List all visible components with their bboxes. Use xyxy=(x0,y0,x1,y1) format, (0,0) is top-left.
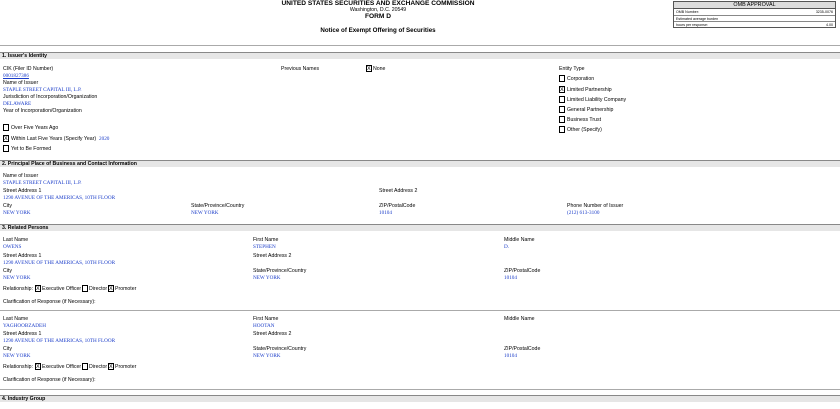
previous-names-none-checkbox[interactable]: X xyxy=(367,66,371,72)
entity-type-label: Entity Type xyxy=(559,66,585,72)
contact-city-label: City xyxy=(3,203,12,209)
promoter-checkbox[interactable]: X xyxy=(109,364,113,370)
divider xyxy=(0,310,840,311)
entity-limited-partnership-label: Limited Partnership xyxy=(567,87,612,93)
over-five-years-checkbox[interactable] xyxy=(3,124,9,131)
section-issuer-identity: 1. Issuer's Identity xyxy=(0,52,840,59)
person-state-label: State/Province/Country xyxy=(253,346,307,352)
person-middle-name-label: Middle Name xyxy=(504,316,535,322)
omb-title: OMB APPROVAL xyxy=(674,2,835,9)
contact-phone-value: (212) 613-3100 xyxy=(567,210,600,216)
person-state-label: State/Province/Country xyxy=(253,268,307,274)
executive-officer-label: Executive Officer xyxy=(42,364,82,370)
jurisdiction-value: DELAWARE xyxy=(3,101,32,107)
entity-other-checkbox[interactable] xyxy=(559,126,565,133)
clarification-label: Clarification of Response (if Necessary): xyxy=(3,377,96,383)
person-street1: 1290 AVENUE OF THE AMERICAS, 10TH FLOOR xyxy=(3,260,116,266)
person-first-name: HOOTAN xyxy=(253,323,275,329)
contact-street1-label: Street Address 1 xyxy=(3,188,42,194)
director-label: Director xyxy=(89,286,108,292)
director-label: Director xyxy=(89,364,108,370)
executive-officer-checkbox[interactable]: X xyxy=(36,364,40,370)
issuer-name-label: Name of Issuer xyxy=(3,80,39,86)
contact-state-value: NEW YORK xyxy=(191,210,219,216)
cik-link[interactable]: 0001827386 xyxy=(3,73,29,79)
person-zip: 10104 xyxy=(504,275,517,281)
executive-officer-label: Executive Officer xyxy=(42,286,82,292)
contact-phone-label: Phone Number of Issuer xyxy=(567,203,624,209)
person-zip-label: ZIP/PostalCode xyxy=(504,346,541,352)
contact-name-value: STAPLE STREET CAPITAL III, L.P. xyxy=(3,180,82,186)
person-city-label: City xyxy=(3,268,12,274)
notice-title: Notice of Exempt Offering of Securities xyxy=(320,27,436,34)
omb-row: Estimated average burden xyxy=(674,16,835,23)
incorporation-year: 2020 xyxy=(99,136,110,142)
clarification-label: Clarification of Response (if Necessary): xyxy=(3,299,96,305)
contact-street1-value: 1290 AVENUE OF THE AMERICAS, 10TH FLOOR xyxy=(3,195,116,201)
entity-business-trust-label: Business Trust xyxy=(567,117,602,123)
person-street2-label: Street Address 2 xyxy=(253,253,292,259)
person-middle-name: D. xyxy=(504,244,510,250)
person-city-label: City xyxy=(3,346,12,352)
entity-corporation-checkbox[interactable] xyxy=(559,75,565,82)
entity-corporation-label: Corporation xyxy=(567,76,595,82)
person-street1-label: Street Address 1 xyxy=(3,253,42,259)
cik-label: CIK (Filer ID Number) xyxy=(3,66,54,72)
person-street2-label: Street Address 2 xyxy=(253,331,292,337)
within-five-years-checkbox[interactable]: X xyxy=(4,136,8,142)
jurisdiction-label: Jurisdiction of Incorporation/Organization xyxy=(3,94,98,100)
person-street1-label: Street Address 1 xyxy=(3,331,42,337)
person-street1: 1290 AVENUE OF THE AMERICAS, 10TH FLOOR xyxy=(3,338,116,344)
entity-business-trust-checkbox[interactable] xyxy=(559,116,565,123)
person-last-name-label: Last Name xyxy=(3,237,29,243)
divider xyxy=(0,45,840,46)
omb-row: hours per response: 4.00 xyxy=(676,23,833,27)
person-zip-label: ZIP/PostalCode xyxy=(504,268,541,274)
section-principal-place: 2. Principal Place of Business and Contact Information xyxy=(0,160,840,167)
relationship-label: Relationship: xyxy=(3,364,33,370)
over-five-years-label: Over Five Years Ago xyxy=(11,125,59,131)
divider xyxy=(0,389,840,390)
previous-names-label: Previous Names xyxy=(281,66,320,72)
person-last-name: OWENS xyxy=(3,244,22,250)
contact-street2-label: Street Address 2 xyxy=(379,188,418,194)
yet-to-be-formed-label: Yet to Be Formed xyxy=(11,146,52,152)
director-checkbox[interactable] xyxy=(82,363,88,370)
agency-title: UNITED STATES SECURITIES AND EXCHANGE COMMISSION xyxy=(281,0,475,7)
relationship-label: Relationship: xyxy=(3,286,33,292)
entity-other-label: Other (Specify) xyxy=(567,127,602,133)
contact-name-label: Name of Issuer xyxy=(3,173,39,179)
person-zip: 10104 xyxy=(504,353,517,359)
agency-address: Washington, D.C. 20549 xyxy=(349,7,407,13)
entity-llc-checkbox[interactable] xyxy=(559,96,565,103)
person-first-name-label: First Name xyxy=(253,316,279,322)
contact-zip-label: ZIP/PostalCode xyxy=(379,203,416,209)
section-industry-group: 4. Industry Group xyxy=(0,395,840,402)
issuer-name-value: STAPLE STREET CAPITAL III, L.P. xyxy=(3,87,82,93)
person-city: NEW YORK xyxy=(3,353,31,359)
promoter-label: Promoter xyxy=(115,364,137,370)
previous-names-none-label: None xyxy=(373,66,386,72)
year-label: Year of Incorporation/Organization xyxy=(3,108,82,114)
person-middle-name-label: Middle Name xyxy=(504,237,535,243)
entity-general-partnership-label: General Partnership xyxy=(567,107,614,113)
person-first-name-label: First Name xyxy=(253,237,279,243)
promoter-checkbox[interactable]: X xyxy=(109,286,113,292)
person-state: NEW YORK xyxy=(253,275,281,281)
promoter-label: Promoter xyxy=(115,286,137,292)
omb-row: OMB Number: 3235-0076 xyxy=(676,10,833,14)
contact-city-value: NEW YORK xyxy=(3,210,31,216)
form-title: FORM D xyxy=(364,13,391,20)
within-five-years-label: Within Last Five Years (Specify Year) xyxy=(11,136,97,142)
entity-llc-label: Limited Liability Company xyxy=(567,97,627,103)
person-city: NEW YORK xyxy=(3,275,31,281)
person-last-name-label: Last Name xyxy=(3,316,29,322)
person-first-name: STEPHEN xyxy=(253,244,276,250)
entity-limited-partnership-checkbox[interactable]: X xyxy=(560,87,564,93)
contact-state-label: State/Province/Country xyxy=(191,203,245,209)
section-related-persons: 3. Related Persons xyxy=(0,224,840,231)
contact-zip-value: 10104 xyxy=(379,210,392,216)
omb-approval-box xyxy=(673,1,836,28)
entity-general-partnership-checkbox[interactable] xyxy=(559,106,565,113)
person-state: NEW YORK xyxy=(253,353,281,359)
yet-to-be-formed-checkbox[interactable] xyxy=(3,145,9,152)
director-checkbox[interactable] xyxy=(82,285,88,292)
executive-officer-checkbox[interactable]: X xyxy=(36,286,40,292)
person-last-name: YAGHOOBZADEH xyxy=(3,323,46,329)
